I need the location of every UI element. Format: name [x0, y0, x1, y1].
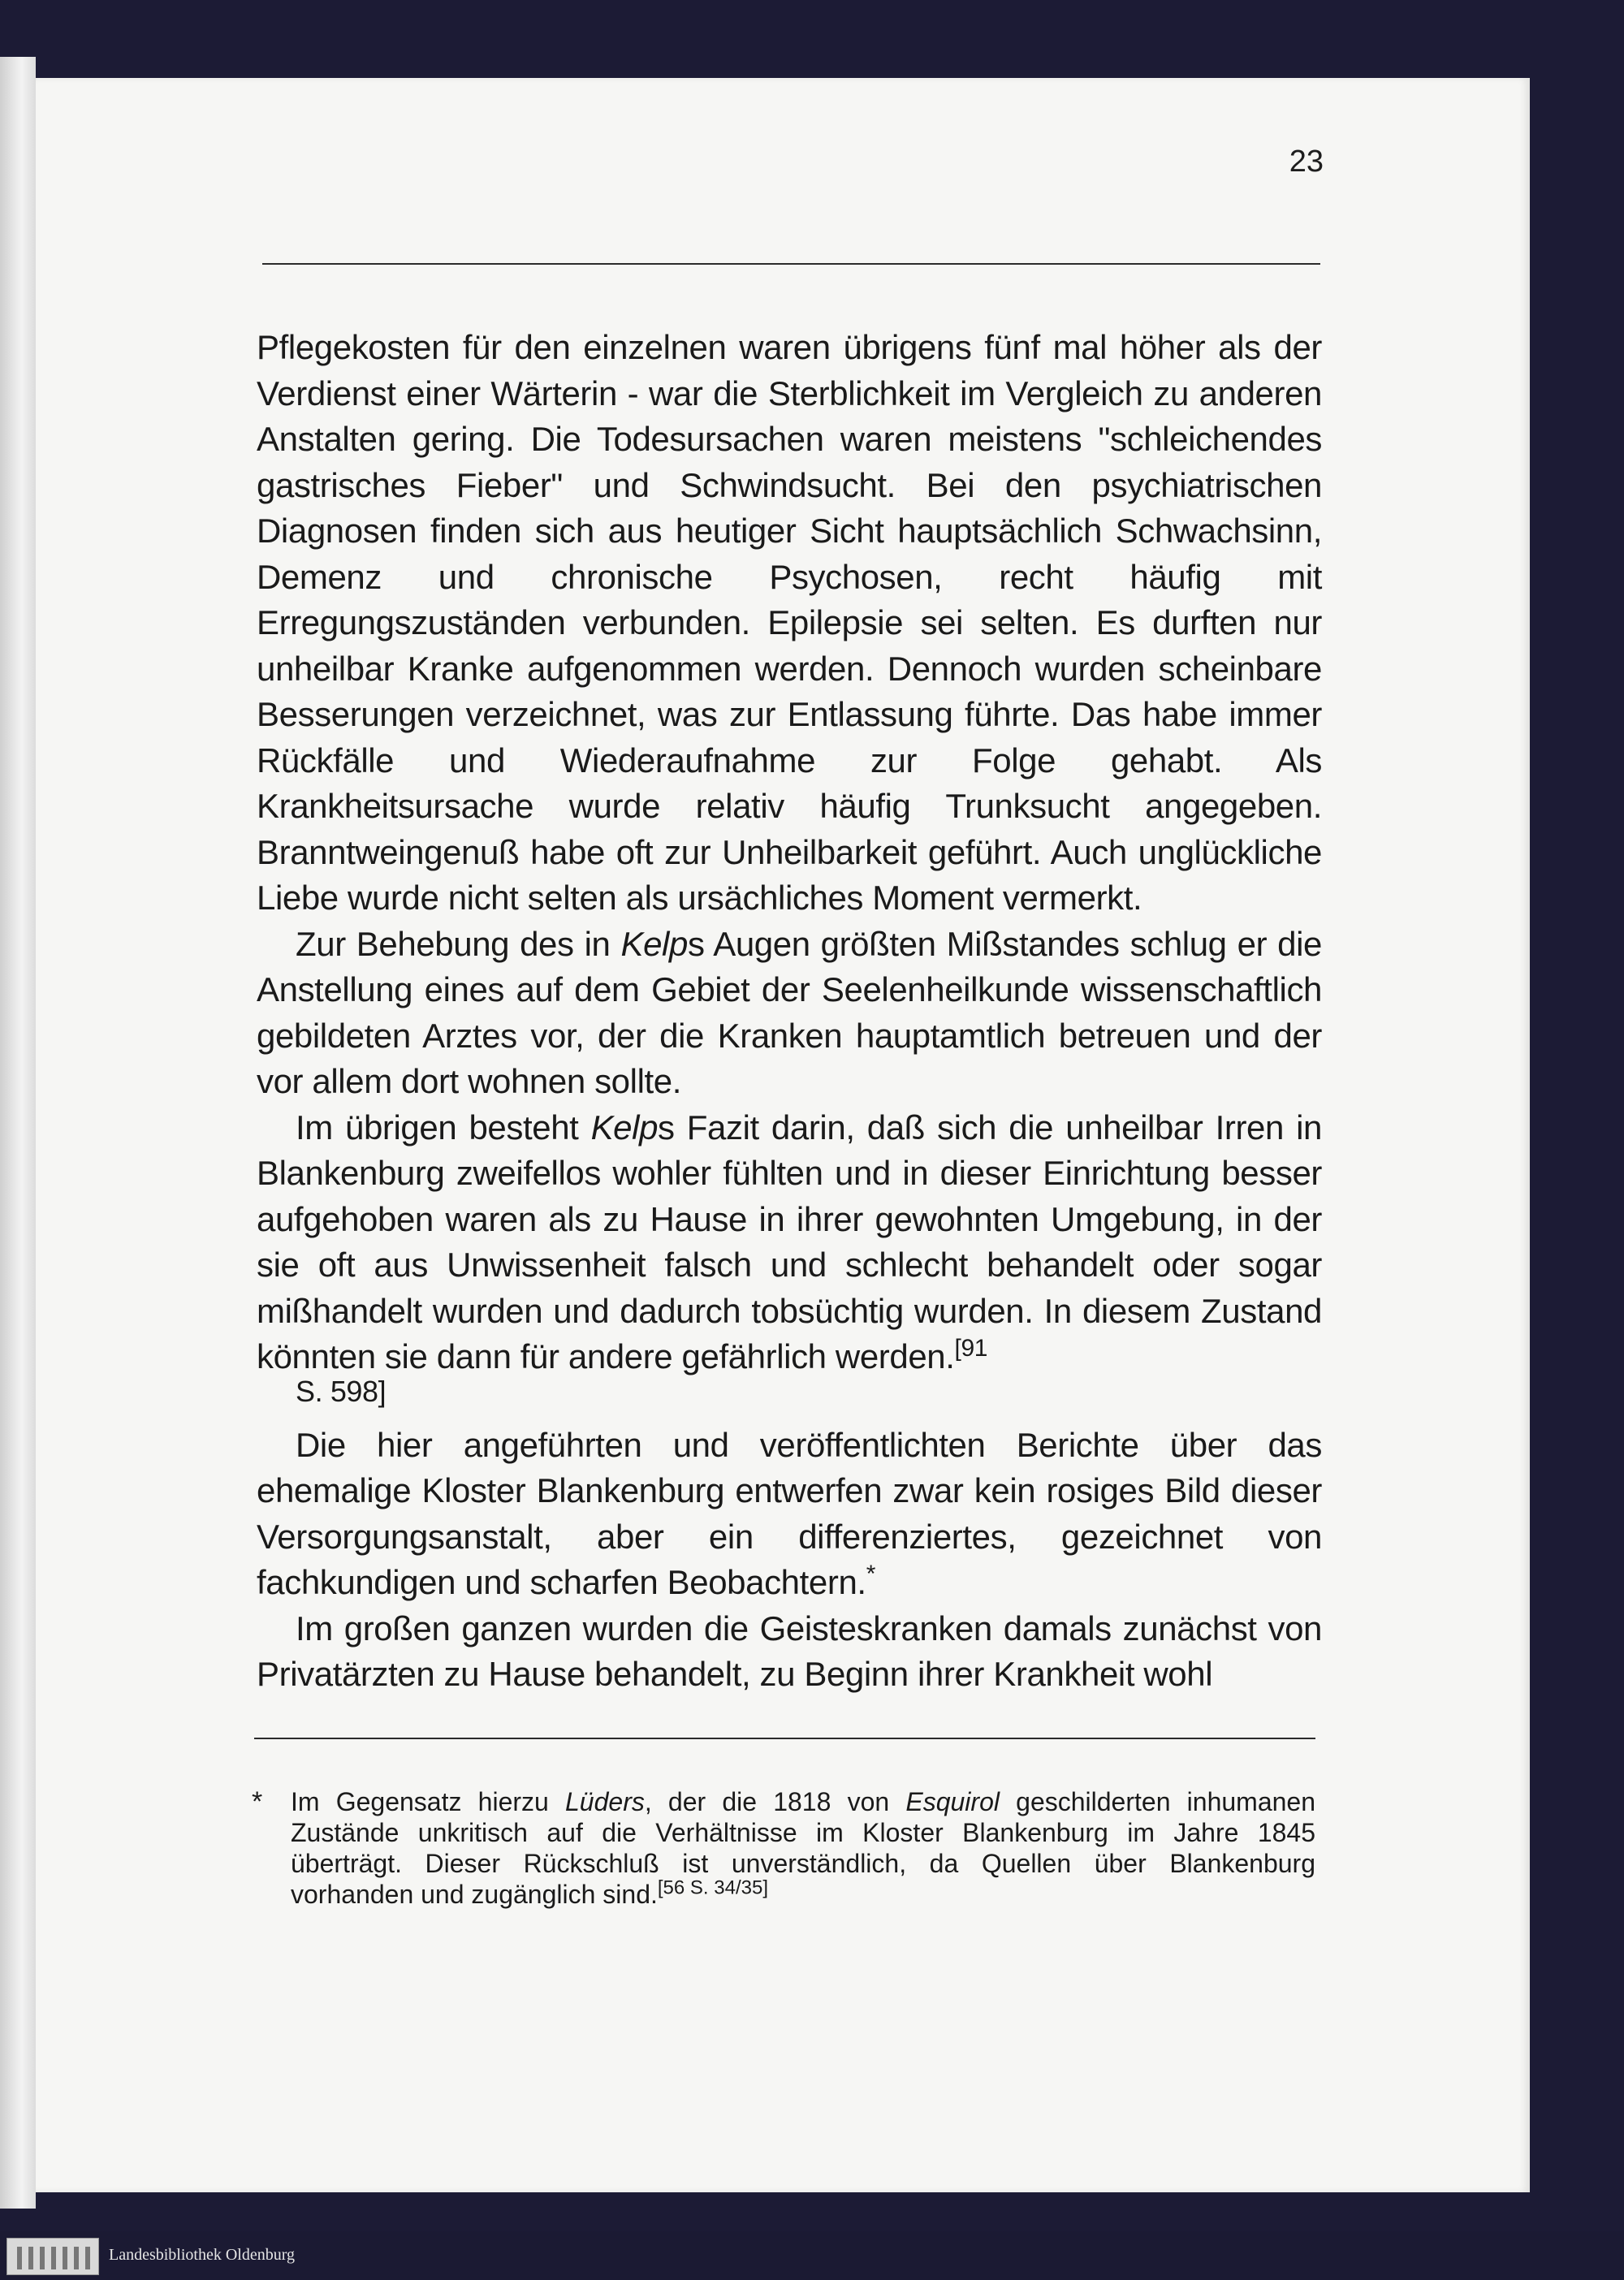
footnote-citation: [56 S. 34/35] — [657, 1876, 768, 1899]
footnote-text: Im Gegensatz hierzu Lüders, der die 1818 von Esquirol geschilderten inhumanen Zustände unkritisch auf die Verhältnisse im Kloster Blankenburg im Jahre 1845 überträgt. Dieser Rückschluß ist unverständlich, da Quellen über Blankenburg vorhanden und zugänglich sind.[56 S. 34/35] — [291, 1787, 1316, 1909]
footnote-mark: * — [252, 1786, 263, 1817]
author-name-kelp: Kelp — [620, 924, 688, 963]
library-label: Landesbibliothek Oldenburg — [109, 2246, 296, 2264]
left-page-edge — [0, 57, 36, 2209]
paragraph-4: Die hier angeführten und veröffentlichten Berichte über das ehemalige Kloster Blankenburg entwerfen zwar kein rosiges Bild dieser Versorgungsanstalt, aber ein differenziertes, gezeichnet von fachkundigen und scharfen Beobachtern.* — [257, 1425, 1322, 1601]
author-name-kelp: Kelp — [590, 1108, 659, 1146]
citation-ref-cont: S. 598] — [296, 1374, 387, 1408]
footnote-marker: * — [866, 1561, 875, 1587]
paragraph-1: Pflegekosten für den einzelnen waren übrigens fünf mal höher als der Verdienst einer Wärterin - war die Sterblichkeit im Vergleich zu anderen Anstalten gering. Die Todesursachen waren meistens "schleichendes gastrisches Fieber" und Schwindsucht. Bei den psychiatrischen Diagnosen finden sich aus heutiger Sicht hauptsächlich Schwachsinn, Demenz und chronische Psychosen, recht häufig mit Erregungszuständen verbunden. Epilepsie sei selten. Es durften nur unheilbar Kranke aufgenommen werden. Dennoch wurden scheinbare Besserungen verzeichnet, was zur Entlassung führte. Das habe immer Rückfälle und Wiederaufnahme zur Folge gehabt. Als Krankheitsursache wurde relativ häufig Trunksucht angegeben. Branntweingenuß habe oft zur Unheilbarkeit geführt. Auch unglückliche Liebe wurde nicht selten als ursächliches Moment vermerkt. — [257, 328, 1322, 917]
body-text — [257, 325, 1322, 1698]
header-rule — [262, 263, 1320, 265]
footnote — [252, 1786, 1315, 1910]
library-logo-icon — [6, 2238, 99, 2275]
paragraph-2: Zur Behebung des in Kelps Augen größten Mißstandes schlug er die Anstellung eines auf dem Gebiet der Seelenheilkunde wissenschaftlich gebildeten Arztes vor, der die Kranken hauptamtlich betreuen und der vor allem dort wohnen sollte. — [257, 924, 1322, 1100]
footnote-rule — [254, 1738, 1315, 1739]
paragraph-3: Im übrigen besteht Kelps Fazit darin, daß sich die unheilbar Irren in Blankenburg zweifellos wohler fühlten und in dieser Einrichtung besser aufgehoben waren als zu Hause in ihrer gewohnten Umgebung, in der sie oft aus Unwissenheit falsch und schlecht behandelt oder sogar mißhandelt wurden und dadurch tobsüchtig wurden. In diesem Zustand könnten sie dann für andere gefährlich werden.$^{[91}$ S. 598] — [257, 1108, 1322, 1408]
page-number: 23 — [1289, 145, 1324, 179]
citation-ref: [91 — [954, 1335, 988, 1362]
paragraph-5: Im großen ganzen wurden die Geisteskranken damals zunächst von Privatärzten zu Hause behandelt, zu Beginn ihrer Krankheit wohl — [257, 1609, 1322, 1693]
